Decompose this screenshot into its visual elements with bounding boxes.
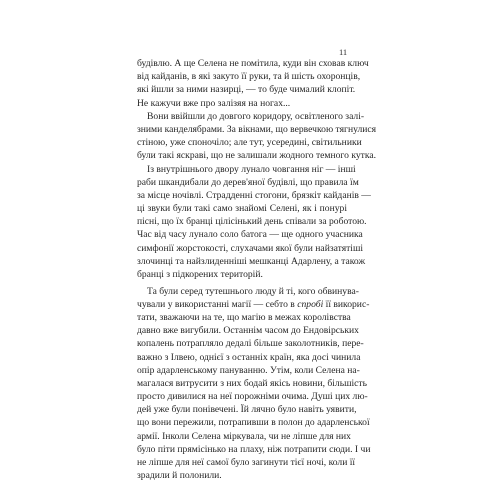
text-line: зними канделябрами. За вікнами, що вервечкою тягнулися bbox=[137, 123, 377, 135]
text-line: дей уже були понівечені. Їй лячно було навіть уявити, bbox=[137, 404, 357, 416]
text-line: армії. Інколи Селена міркувала, чи не ліпше для них bbox=[137, 430, 351, 442]
text-line: Час від часу лунало соло батога — ще одного учасника bbox=[137, 229, 363, 241]
text-line: тати, зважаючи на те, що магію в межах королівства bbox=[137, 311, 351, 323]
text-line: важно з Ілвею, однієї з останніх країн, яка досі чинила bbox=[137, 351, 361, 363]
text-line: що вони пережили, потрапивши в полон до адарленської bbox=[137, 417, 370, 429]
text-line: давно вже вигубили. Останнім часом до Ендовірських bbox=[137, 325, 359, 337]
text-line: симфонії жорстокості, слухачами якої були найзатятіші bbox=[137, 242, 364, 254]
text-line: опір адарленському пануванню. Утім, коли Селена на- bbox=[137, 364, 360, 376]
text-line: від кайданів, в які закуто її руки, та й шість охоронців, bbox=[137, 71, 361, 83]
text-line: Не кажучи вже про залізяя на ногах... bbox=[137, 97, 291, 109]
text-line: чували у використанні магії — себто в спробі її викорис- bbox=[137, 298, 370, 310]
text-line: Та були серед тутешнього люду й ті, кого обвинува- bbox=[147, 285, 359, 297]
text-line: бранці з підкорених територій. bbox=[137, 269, 263, 280]
text-line: було піти прямісінько на плаху, ніж потрапити сюди. І чи bbox=[137, 443, 371, 455]
text-line: Вони ввійшли до довгого коридору, освітленого залі- bbox=[147, 110, 365, 122]
text-line: магалася витрусити з них бодай якісь новини, більшість bbox=[137, 377, 367, 389]
page-number: 11 bbox=[339, 47, 348, 57]
text-line: пісні, що їх бранці цілісінький день співали за роботою. bbox=[137, 216, 367, 228]
text-line: не ліпше для неї самої було загинути тієї ночі, коли її bbox=[137, 457, 356, 469]
body-text bbox=[137, 57, 377, 482]
text-line: ці звуки були такі само знайомі Селені, як і понурі bbox=[137, 203, 347, 215]
text-line: зрадили й полонили. bbox=[137, 470, 222, 482]
text-line: копалень потрапляло дедалі більше заколотників, пере- bbox=[137, 338, 364, 350]
text-line: за місце ночівлі. Страдденні стогони, брязкіт кайданів — bbox=[137, 189, 371, 201]
text-line: будівлю. А ще Селена не помітила, куди він сховав ключ bbox=[137, 58, 369, 69]
text-line: раби шкандибали до дерев'яної будівлі, що правила їм bbox=[137, 176, 359, 188]
text-line: Із внутрішнього двору лунало човгання ніг — інші bbox=[147, 163, 356, 175]
text-line: які йшли за ними назирці, — то буде чималий клопіт. bbox=[137, 84, 356, 96]
text-line: стіною, уже споночіло; але тут, усередині, світильники bbox=[137, 137, 362, 149]
text-line: були такі яскраві, що не залишали жодного темного кутка. bbox=[137, 150, 377, 162]
text-line: злочинці та найзлиденніші мешканці Адарлену, а також bbox=[137, 255, 366, 267]
text-line: просто дивилися на неї порожніми очима. Душі цих лю- bbox=[137, 391, 368, 403]
